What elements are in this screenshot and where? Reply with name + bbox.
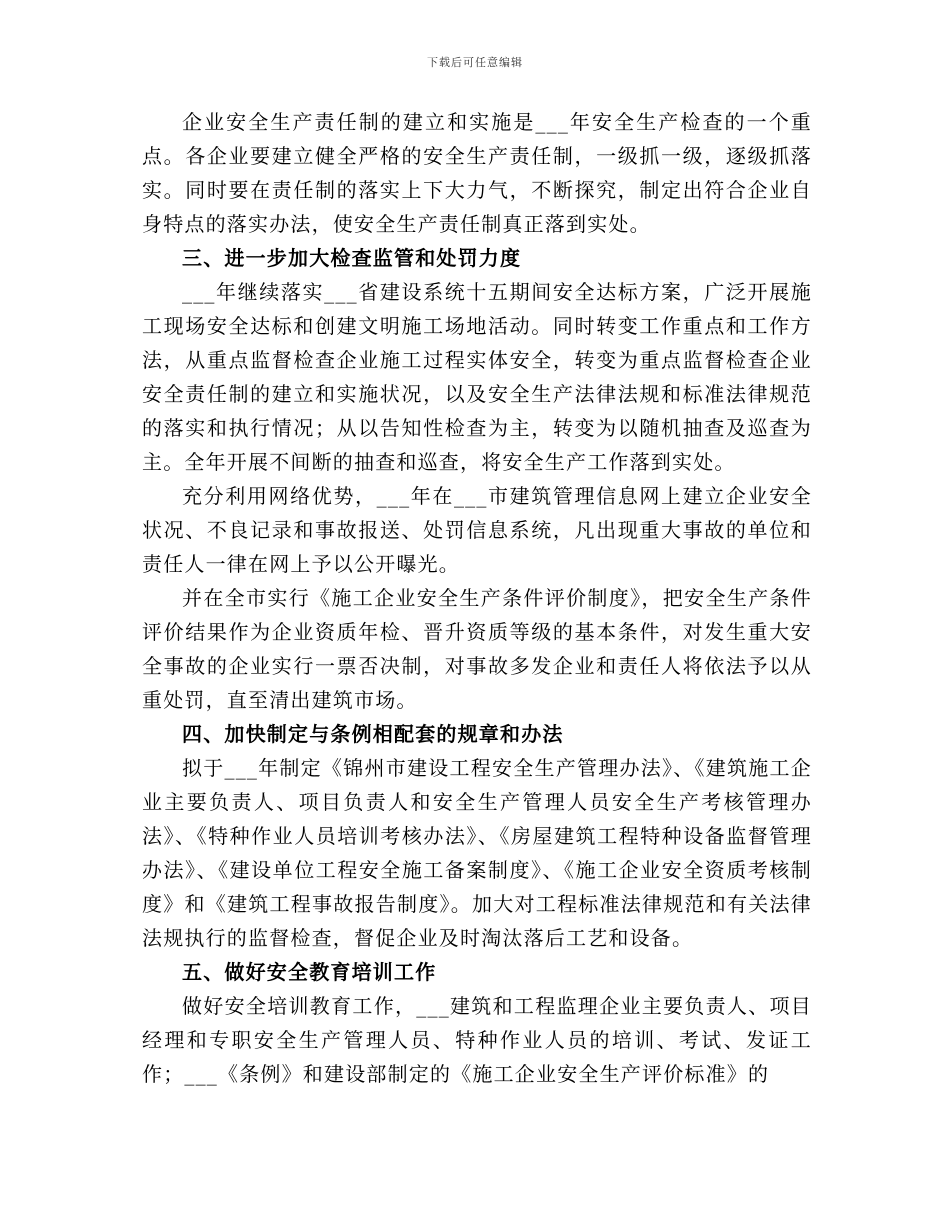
page-header-note: 下载后可任意编辑 [427,56,523,69]
paragraph-safety-standards: ___年继续落实___省建设系统十五期间安全达标方案，广泛开展施工现场安全达标和创建文明施工场地活动。同时转变工作重点和工作方法，从重点监督检查企业施工过程实体安全，转变为重点监督检查企业安全责任制的建立和实施状况，以及安全生产法律法规和标准法律规范的落实和执行情况；从以告知性检查为主，转变为以随机抽查及巡查为主。全年开展不间断的抽查和巡查，将安全生产工作落到实处。 [142,280,812,474]
paragraph-training: 做好安全培训教育工作，___建筑和工程监理企业主要负责人、项目经理和专职安全生产管理人员、特种作业人员的培训、考试、发证工作；___《条例》和建设部制定的《施工企业安全生产评价标准》的 [142,994,812,1086]
section-heading-3: 三、进一步加大检查监管和处罚力度 [182,246,522,270]
paragraph-responsibility-system: 企业安全生产责任制的建立和实施是___年安全生产检查的一个重点。各企业要建立健全严格的安全生产责任制，一级抓一级，逐级抓落实。同时要在责任制的落实上下大力气，不断探究，制定出符合企业自身特点的落实办法，使安全生产责任制真正落到实处。 [142,110,812,236]
section-heading-5: 五、做好安全教育培训工作 [182,960,437,984]
document-body [142,105,812,1091]
paragraph-evaluation-system: 并在全市实行《施工企业安全生产条件评价制度》，把安全生产条件评价结果作为企业资质年检、晋升资质等级的基本条件，对发生重大安全事故的企业实行一票否决制，对事故多发企业和责任人将依法予以从重处罚，直至清出建筑市场。 [142,586,812,712]
paragraph-network-system: 充分利用网络优势，___年在___市建筑管理信息网上建立企业安全状况、不良记录和事故报送、处罚信息系统，凡出现重大事故的单位和责任人一律在网上予以公开曝光。 [142,484,812,576]
section-heading-4: 四、加快制定与条例相配套的规章和办法 [182,722,564,746]
paragraph-regulations: 拟于___年制定《锦州市建设工程安全生产管理办法》、《建筑施工企业主要负责人、项目负责人和安全生产管理人员安全生产考核管理办法》、《特种作业人员培训考核办法》、《房屋建筑工程特种设备监督管理办法》、《建设单位工程安全施工备案制度》、《施工企业安全资质考核制度》和《建筑工程事故报告制度》。加大对工程标准法律规范和有关法律法规执行的监督检查，督促企业及时淘汰落后工艺和设备。 [142,756,812,950]
